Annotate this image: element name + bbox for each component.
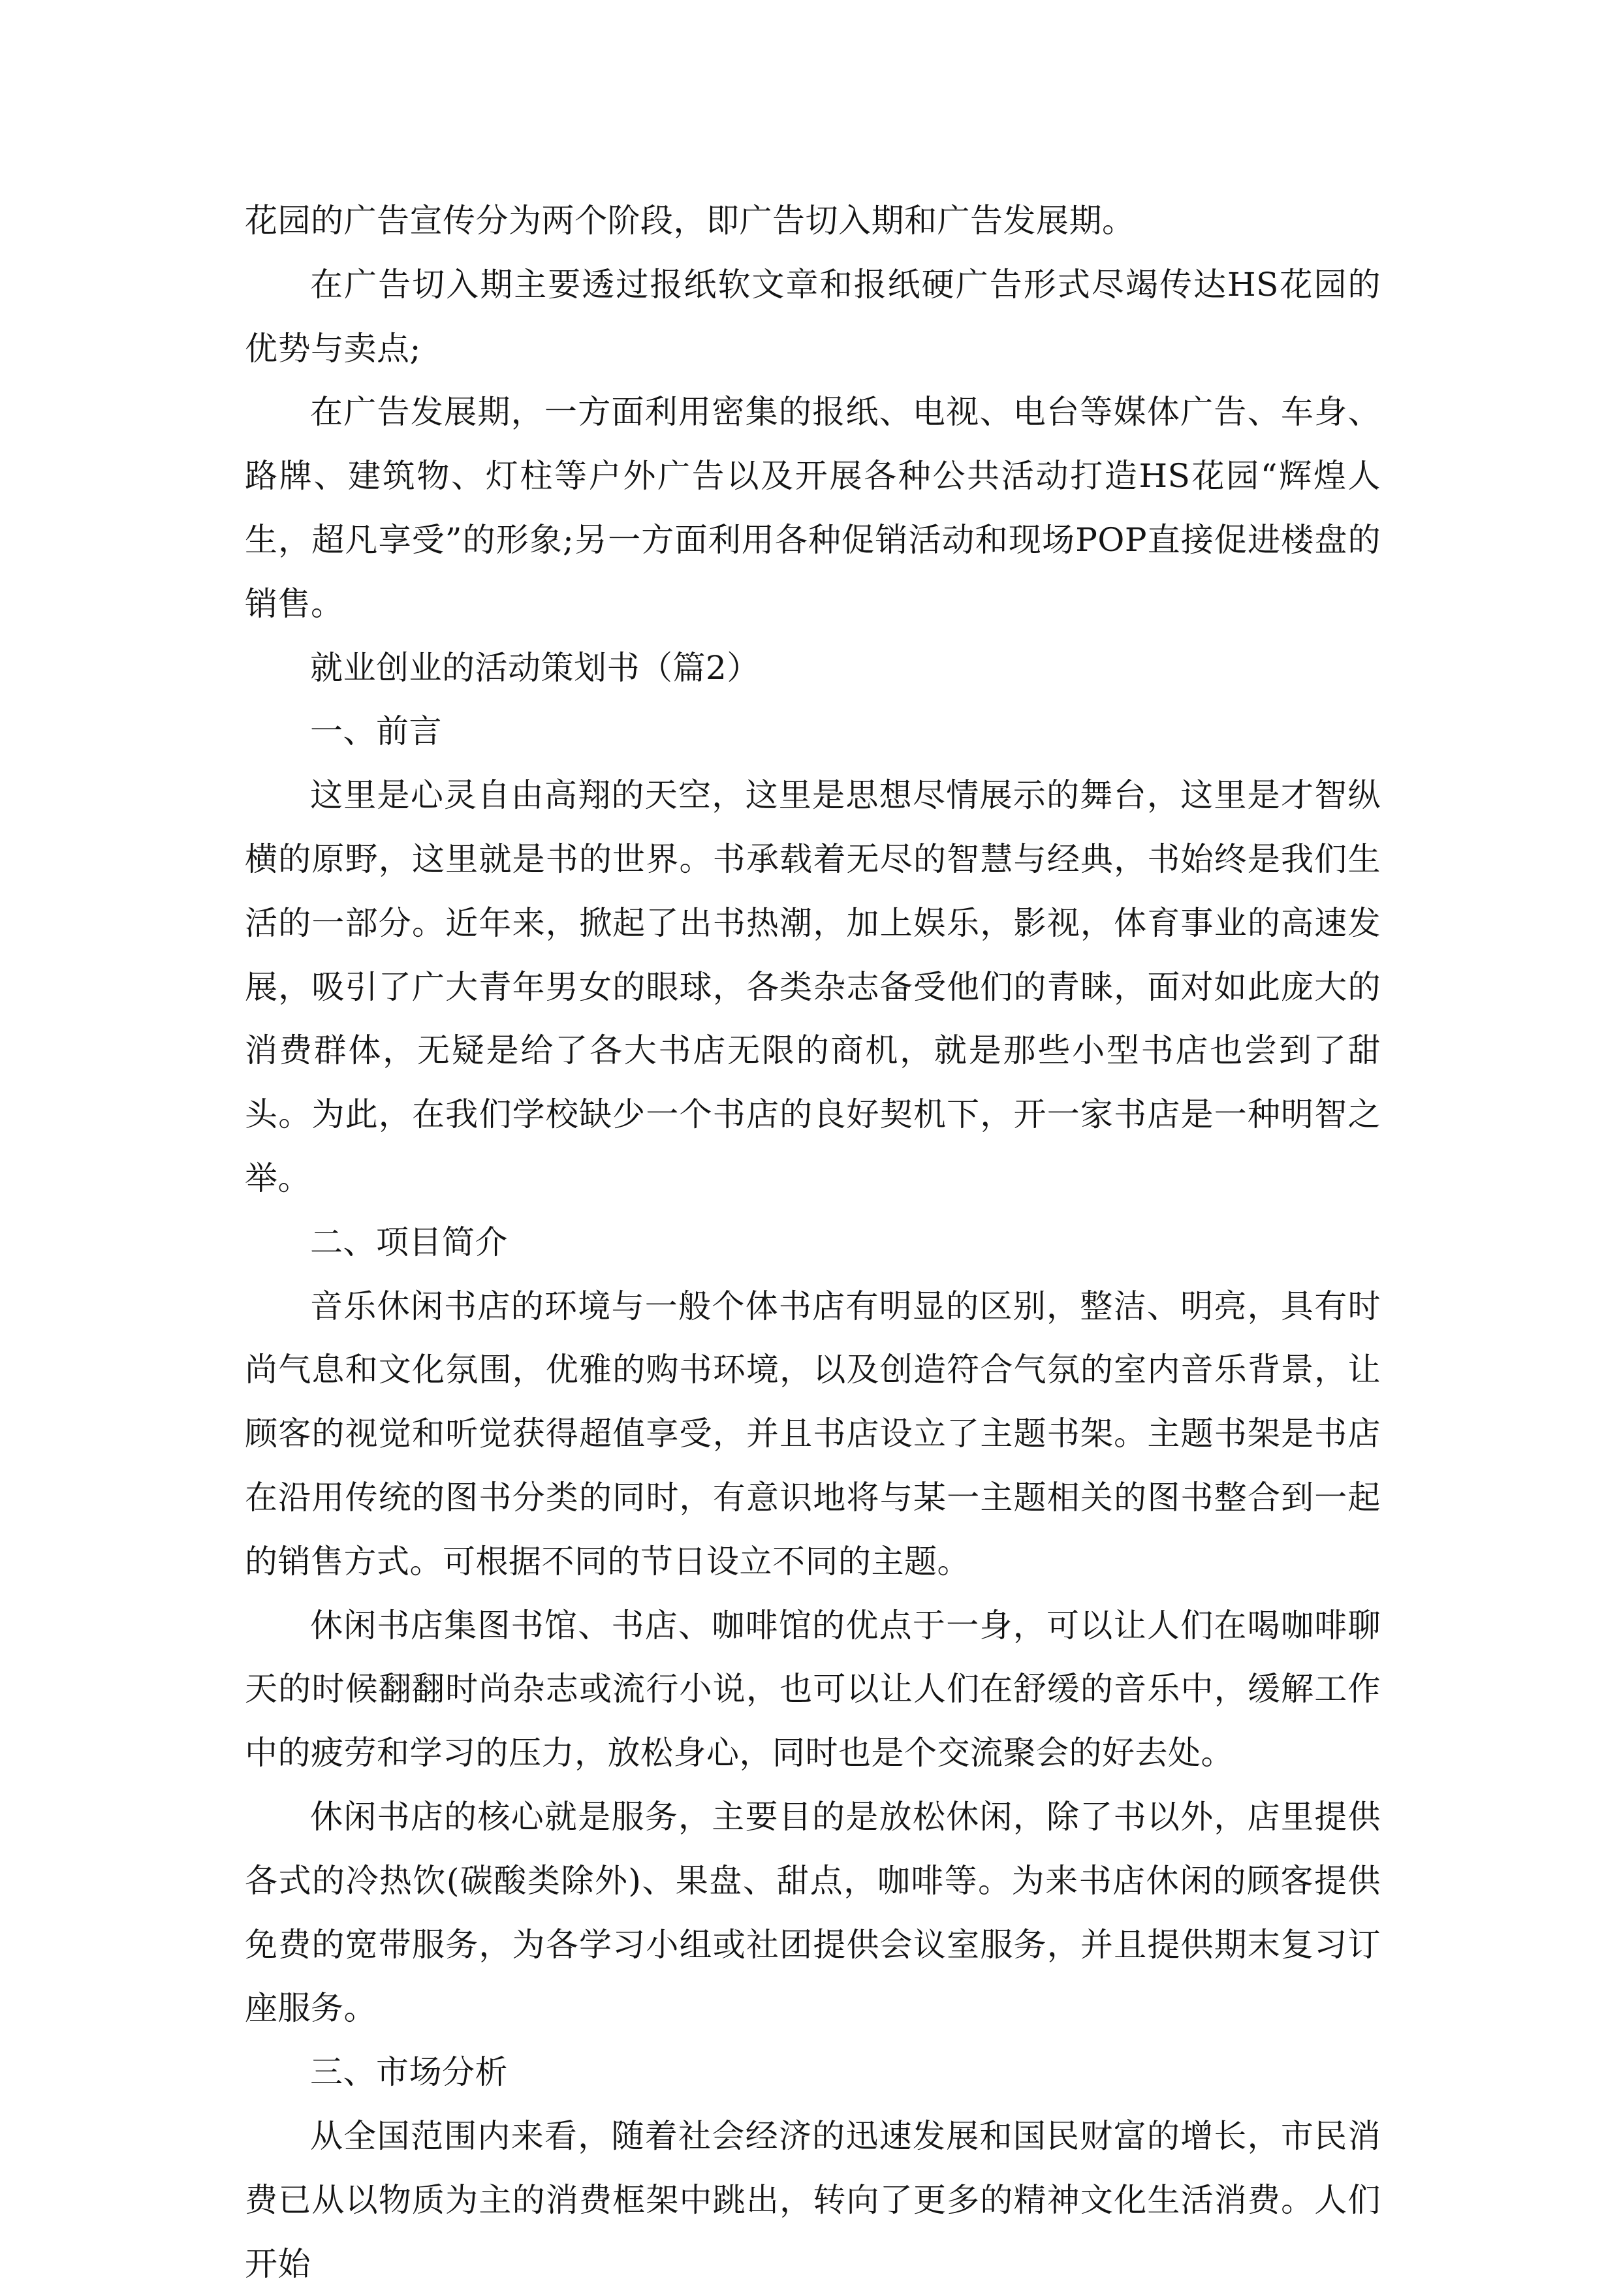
- paragraph-ad-growth-phase: 在广告发展期，一方面利用密集的报纸、电视、电台等媒体广告、车身、路牌、建筑物、灯柱等户外广告以及开展各种公共活动打造HS花园“辉煌人生，超凡享受”的形象;另一方面利用各种促销活动和现场POP直接促进楼盘的销售。: [245, 393, 1381, 623]
- heading-preface: 一、前言: [310, 712, 442, 751]
- paragraph-bookstore-features: 休闲书店集图书馆、书店、咖啡馆的优点于一身，可以让人们在喝咖啡聊天的时候翻翻时尚杂志或流行小说，也可以让人们在舒缓的音乐中，缓解工作中的疲劳和学习的压力，放松身心，同时也是个交流聚会的好去处。: [245, 1606, 1381, 1772]
- heading-market-analysis: 三、市场分析: [310, 2053, 508, 2092]
- paragraph-ad-intro-phase: 在广告切入期主要透过报纸软文章和报纸硬广告形式尽竭传达HS花园的优势与卖点;: [245, 265, 1381, 368]
- paragraph-continuation: 花园的广告宣传分为两个阶段，即广告切入期和广告发展期。: [245, 202, 1135, 240]
- section-title: 就业创业的活动策划书（篇2）: [310, 648, 760, 687]
- paragraph-market-analysis: 从全国范围内来看，随着社会经济的迅速发展和国民财富的增长，市民消费已从以物质为主的消费框架中跳出，转向了更多的精神文化生活消费。人们开始: [245, 2116, 1381, 2283]
- heading-project-intro: 二、项目简介: [310, 1223, 508, 1261]
- paragraph-preface: 这里是心灵自由高翔的天空，这里是思想尽情展示的舞台，这里是才智纵横的原野，这里就是书的世界。书承载着无尽的智慧与经典，书始终是我们生活的一部分。近年来，掀起了出书热潮，加上娱乐，影视，体育事业的高速发展，吸引了广大青年男女的眼球，各类杂志备受他们的青睐，面对如此庞大的消费群体，无疑是给了各大书店无限的商机，就是那些小型书店也尝到了甜头。为此，在我们学校缺少一个书店的良好契机下，开一家书店是一种明智之举。: [245, 776, 1381, 1197]
- paragraph-bookstore-environment: 音乐休闲书店的环境与一般个体书店有明显的区别，整洁、明亮，具有时尚气息和文化氛围，优雅的购书环境，以及创造符合气氛的室内音乐背景，让顾客的视觉和听觉获得超值享受，并且书店设立了主题书架。主题书架是书店在沿用传统的图书分类的同时，有意识地将与某一主题相关的图书整合到一起的销售方式。可根据不同的节日设立不同的主题。: [245, 1287, 1381, 1580]
- paragraph-bookstore-services: 休闲书店的核心就是服务，主要目的是放松休闲，除了书以外，店里提供各式的冷热饮(碳酸类除外)、果盘、甜点，咖啡等。为来书店休闲的顾客提供免费的宽带服务，为各学习小组或社团提供会议室服务，并且提供期末复习订座服务。: [245, 1797, 1381, 2028]
- document-page: [245, 189, 1381, 2296]
